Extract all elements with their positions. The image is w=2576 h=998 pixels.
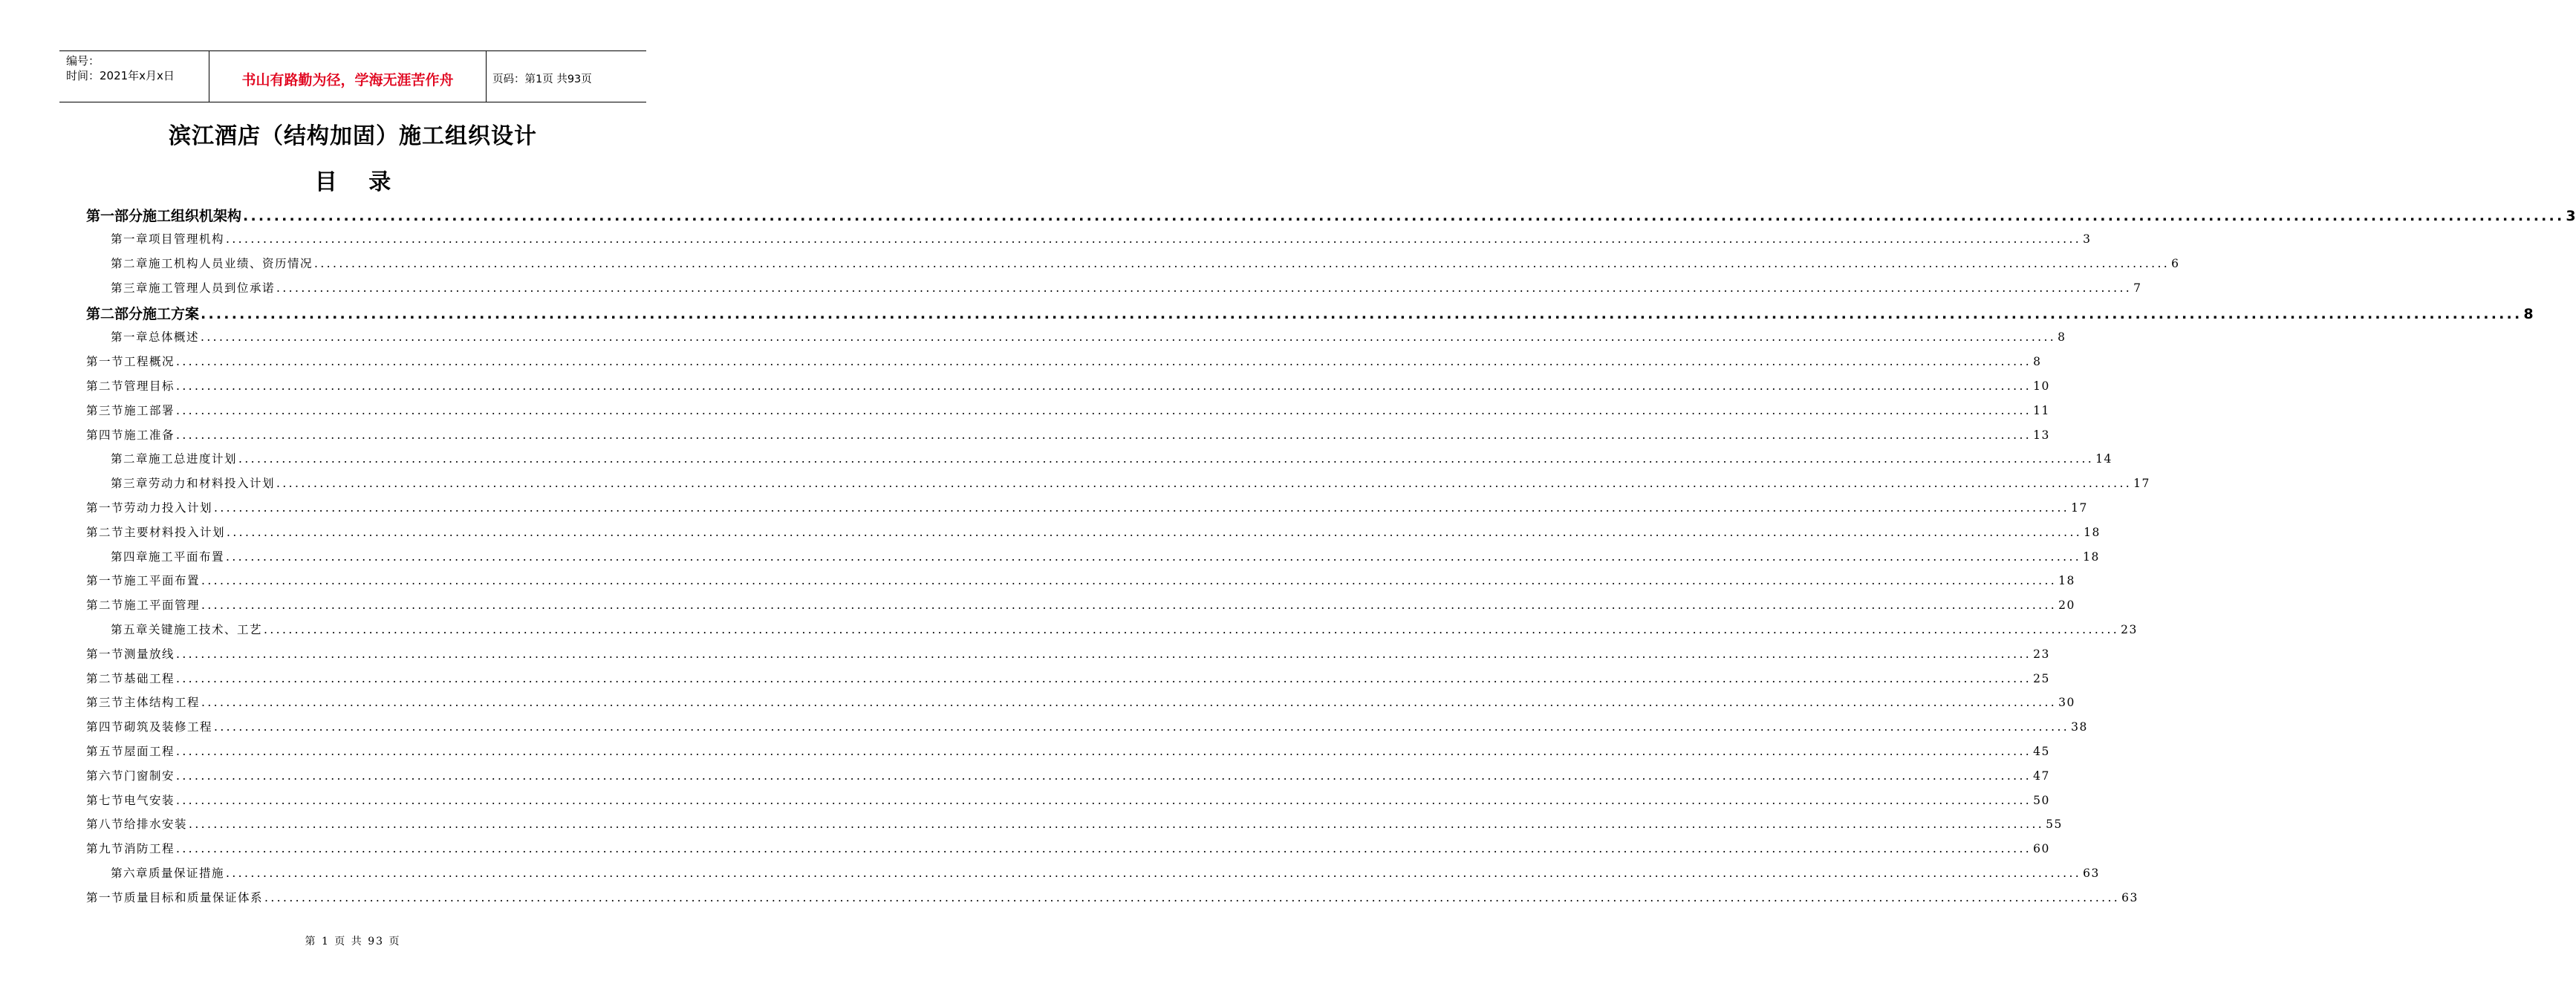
toc-leader-dots: ............................................................................................................................................................................................................................................................................................................ [176, 379, 2032, 393]
toc-entry-title: 测量放线 [124, 647, 175, 661]
toc-entry-title: 施工管理人员到位承诺 [149, 281, 276, 295]
toc-entry-title: 施工组织机架构 [143, 208, 242, 224]
toc-leader-dots: ............................................................................................................................................................................................................................................................................................................ [176, 744, 2032, 758]
toc-entry-page: 11 [2033, 403, 2050, 417]
toc-entry[interactable] [86, 792, 2050, 816]
date-label: 时间：2021年x月x日 [66, 69, 175, 82]
toc-entry-number: 第四节 [86, 720, 125, 734]
toc-entry[interactable] [86, 205, 2576, 230]
toc-entry-number: 第二章 [111, 256, 149, 270]
toc-entry[interactable] [86, 279, 2142, 304]
toc-entry[interactable] [86, 596, 2075, 621]
toc-entry[interactable] [86, 255, 2180, 279]
toc-entry-page: 55 [2046, 818, 2063, 832]
toc-entry-number: 第三章 [111, 477, 149, 491]
toc-heading [0, 163, 706, 196]
toc-leader-dots: ............................................................................................................................................................................................................................................................................................................ [227, 525, 2083, 539]
toc-entry-number: 第一章 [111, 232, 149, 246]
toc-entry-title: 施工准备 [124, 428, 175, 442]
toc-entry[interactable] [86, 767, 2050, 792]
toc-entry[interactable] [86, 450, 2112, 474]
toc-entry-title: 基础工程 [124, 671, 175, 685]
toc-entry-number: 第一节 [86, 890, 125, 904]
toc-entry-page: 30 [2058, 696, 2075, 710]
toc-entry-page: 8 [2058, 330, 2066, 345]
toc-leader-dots: ............................................................................................................................................................................................................................................................................................................ [314, 256, 2170, 270]
toc-entry-title: 管理目标 [124, 379, 175, 393]
toc-leader-dots: ............................................................................................................................................................................................................................................................................................................ [226, 232, 2082, 246]
toc-entry[interactable] [86, 474, 2150, 499]
toc-leader-dots: ............................................................................................................................................................................................................................................................................................................ [176, 842, 2032, 856]
toc-entry[interactable] [86, 743, 2050, 767]
toc-entry-number: 第二节 [86, 599, 125, 613]
toc-leader-dots: ............................................................................................................................................................................................................................................................................................................ [214, 720, 2070, 734]
toc-entry[interactable] [86, 718, 2088, 743]
toc-leader-dots: ............................................................................................................................................................................................................................................................................................................ [176, 403, 2032, 417]
toc-entry[interactable] [86, 645, 2050, 670]
toc-entry-title: 施工平面布置 [124, 574, 201, 588]
toc-entry-page: 10 [2033, 379, 2050, 393]
toc-entry[interactable] [86, 353, 2042, 377]
toc-entry[interactable] [86, 621, 2138, 645]
toc-heading-char-1: 目 [314, 169, 337, 195]
toc-entry-page: 60 [2033, 842, 2050, 856]
toc-entry-number: 第三章 [111, 281, 149, 295]
toc-entry-title: 施工总进度计划 [149, 452, 238, 466]
toc-leader-dots: ............................................................................................................................................................................................................................................................................................................ [264, 890, 2121, 904]
toc-entry[interactable] [86, 402, 2050, 426]
toc-entry-title: 质量保证措施 [149, 866, 225, 880]
toc-entry-title: 消防工程 [124, 842, 175, 856]
toc-entry-page: 3 [2083, 232, 2092, 246]
toc-entry-title: 劳动力投入计划 [124, 500, 213, 515]
toc-entry-number: 第二节 [86, 671, 125, 685]
toc-entry-number: 第五章 [111, 622, 149, 636]
toc-leader-dots: ............................................................................................................................................................................................................................................................................................................ [238, 452, 2095, 466]
header-motto: 书山有路勤为径，学海无涯苦作舟 [209, 51, 487, 102]
toc-entry[interactable] [86, 694, 2075, 718]
table-of-contents [86, 205, 2576, 913]
toc-leader-dots: ............................................................................................................................................................................................................................................................................................................ [176, 769, 2032, 783]
toc-entry-number: 第四章 [111, 549, 149, 564]
toc-entry-number: 第一节 [86, 647, 125, 661]
toc-entry-title: 施工方案 [143, 306, 200, 323]
toc-leader-dots: ............................................................................................................................................................................................................................................................................................................ [276, 477, 2133, 491]
toc-entry-page: 18 [2058, 574, 2075, 588]
toc-entry-page: 13 [2033, 428, 2050, 442]
toc-entry[interactable] [86, 840, 2050, 864]
toc-leader-dots: ............................................................................................................................................................................................................................................................................................................ [176, 793, 2032, 807]
toc-entry-page: 17 [2133, 477, 2150, 491]
toc-leader-dots: ............................................................................................................................................................................................................................................................................................................ [276, 281, 2133, 295]
toc-entry[interactable] [86, 864, 2100, 889]
toc-leader-dots: ............................................................................................................................................................................................................................................................................................................ [176, 671, 2032, 685]
toc-entry[interactable] [86, 230, 2092, 255]
toc-entry-title: 主要材料投入计划 [124, 525, 226, 539]
toc-leader-dots: ............................................................................................................................................................................................................................................................................................................ [176, 428, 2032, 442]
toc-entry-page: 18 [2083, 549, 2100, 564]
document-title: 滨江酒店（结构加固）施工组织设计 [169, 123, 537, 149]
toc-entry-page: 17 [2071, 500, 2088, 515]
toc-entry-number: 第一节 [86, 355, 125, 369]
toc-entry-number: 第二部分 [86, 306, 143, 323]
serial-label: 编号： [66, 54, 100, 68]
toc-entry-number: 第二章 [111, 452, 149, 466]
toc-entry[interactable] [86, 670, 2050, 694]
toc-entry-title: 砌筑及装修工程 [124, 720, 213, 734]
toc-entry-number: 第八节 [86, 818, 125, 832]
toc-entry-title: 劳动力和材料投入计划 [149, 477, 276, 491]
toc-entry-page: 3 [2566, 208, 2576, 224]
toc-entry-page: 38 [2071, 720, 2088, 734]
toc-entry-page: 20 [2058, 599, 2075, 613]
toc-entry-number: 第五节 [86, 744, 125, 758]
toc-leader-dots: ............................................................................................................................................................................................................................................................................................................ [214, 500, 2070, 515]
toc-entry-title: 屋面工程 [124, 744, 175, 758]
toc-entry-title: 给排水安装 [124, 818, 188, 832]
toc-entry-number: 第一节 [86, 574, 125, 588]
toc-heading-char-2: 录 [368, 169, 391, 195]
toc-entry-title: 总体概述 [149, 330, 200, 345]
toc-leader-dots: ............................................................................................................................................................................................................................................................................................................ [226, 549, 2082, 564]
page-footer: 第 1 页 共 93 页 [305, 936, 401, 948]
toc-entry-number: 第二节 [86, 525, 125, 539]
toc-entry-page: 18 [2084, 525, 2101, 539]
toc-entry[interactable] [86, 889, 2138, 913]
toc-entry-page: 8 [2033, 355, 2042, 369]
toc-leader-dots: ............................................................................................................................................................................................................................................................................................................ [176, 355, 2032, 369]
toc-entry-title: 主体结构工程 [124, 696, 201, 710]
toc-entry-page: 45 [2033, 744, 2050, 758]
toc-leader-dots: ............................................................................................................................................................................................................................................................................................................ [201, 599, 2058, 613]
toc-leader-dots: ............................................................................................................................................................................................................................................................................................................ [264, 622, 2120, 636]
toc-entry[interactable] [86, 499, 2088, 524]
toc-entry[interactable] [86, 377, 2050, 402]
toc-entry-title: 电气安装 [124, 793, 175, 807]
page-header [59, 50, 646, 102]
toc-entry-page: 25 [2033, 671, 2050, 685]
toc-entry-title: 关键施工技术、工艺 [149, 622, 263, 636]
toc-leader-dots: ............................................................................................................................................................................................................................................................................................................ [201, 574, 2058, 588]
toc-leader-dots: ............................................................................................................................................................................................................................................................................................................ [226, 866, 2082, 880]
toc-entry-title: 质量目标和质量保证体系 [124, 890, 264, 904]
toc-leader-dots: ............................................................................................................................................................................................................................................................................................................ [189, 818, 2045, 832]
toc-entry-number: 第九节 [86, 842, 125, 856]
toc-entry-number: 第六节 [86, 769, 125, 783]
toc-entry-number: 第二节 [86, 379, 125, 393]
toc-entry[interactable] [86, 815, 2063, 840]
toc-entry-page: 63 [2083, 866, 2100, 880]
toc-entry-title: 施工平面布置 [149, 549, 225, 564]
toc-entry-number: 第六章 [111, 866, 149, 880]
toc-entry[interactable] [86, 426, 2050, 451]
toc-entry-page: 7 [2133, 281, 2142, 295]
toc-leader-dots: ............................................................................................................................................................................................................................................................................................................ [176, 647, 2032, 661]
toc-entry-page: 23 [2121, 622, 2138, 636]
toc-entry-title: 门窗制安 [124, 769, 175, 783]
toc-leader-dots: ............................................................................................................................................................................................................................................................................................................ [201, 696, 2058, 710]
toc-entry[interactable] [86, 328, 2066, 353]
toc-leader-dots: ............................................................................................................................................................................................................................................................................................................ [201, 330, 2057, 345]
toc-entry-page: 63 [2121, 890, 2138, 904]
toc-entry-title: 施工机构人员业绩、资历情况 [149, 256, 313, 270]
toc-entry-number: 第三节 [86, 403, 125, 417]
header-page-info: 页码：第1页 共93页 [492, 73, 592, 85]
toc-entry-number: 第一章 [111, 330, 149, 345]
toc-leader-dots: ............................................................................................................................................................................................................................................................................................................ [201, 306, 2523, 323]
toc-entry-number: 第七节 [86, 793, 125, 807]
toc-entry-number: 第三节 [86, 696, 125, 710]
toc-entry[interactable] [86, 572, 2075, 596]
toc-leader-dots: ............................................................................................................................................................................................................................................................................................................ [243, 208, 2565, 224]
toc-entry-page: 47 [2033, 769, 2050, 783]
toc-entry-page: 8 [2523, 306, 2534, 323]
toc-entry-page: 50 [2033, 793, 2050, 807]
toc-entry-title: 施工部署 [124, 403, 175, 417]
toc-entry-title: 工程概况 [124, 355, 175, 369]
toc-entry-title: 项目管理机构 [149, 232, 225, 246]
header-meta [59, 51, 209, 102]
toc-entry-number: 第一节 [86, 500, 125, 515]
toc-entry-number: 第四节 [86, 428, 125, 442]
toc-entry-title: 施工平面管理 [124, 599, 201, 613]
toc-entry-page: 6 [2171, 256, 2180, 270]
toc-entry[interactable] [86, 524, 2101, 548]
toc-entry-page: 23 [2033, 647, 2050, 661]
toc-entry-page: 14 [2095, 452, 2112, 466]
toc-entry-number: 第一部分 [86, 208, 143, 224]
toc-entry[interactable] [86, 548, 2100, 573]
toc-entry[interactable] [86, 303, 2534, 328]
